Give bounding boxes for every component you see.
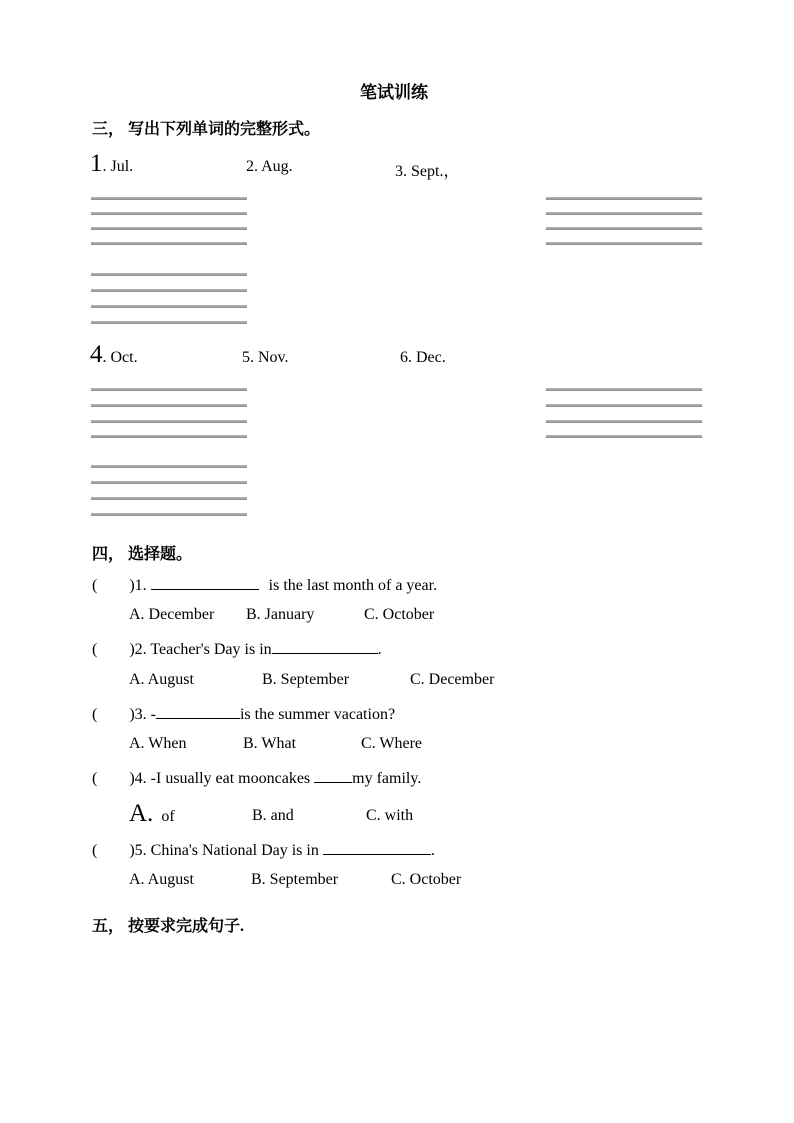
- option-4c[interactable]: C. with: [366, 807, 414, 824]
- answer-paren[interactable]: (: [92, 770, 98, 787]
- question-1: [92, 574, 437, 595]
- page-title: 笔试训练: [360, 83, 428, 102]
- word-abbrev: . Oct.: [102, 349, 138, 366]
- word-number: 1: [90, 150, 103, 177]
- option-letter: A.: [129, 800, 154, 827]
- question-4: [92, 767, 421, 788]
- option-text: of: [161, 808, 175, 825]
- option-2c[interactable]: C. December: [410, 671, 495, 688]
- word-item-3: 3. Sept.，: [395, 163, 460, 180]
- answer-blank[interactable]: [151, 574, 259, 590]
- word-item-1: [90, 150, 133, 178]
- option-5b[interactable]: B. September: [251, 871, 339, 888]
- answer-paren[interactable]: (: [92, 577, 98, 594]
- question-2: [92, 638, 382, 659]
- section-5-heading: 五， 按要求完成句子.: [92, 918, 245, 935]
- answer-blank[interactable]: [156, 703, 240, 719]
- word-item-6: 6. Dec.: [400, 349, 446, 366]
- word-item-4: [90, 341, 138, 369]
- question-text: )5. China's National Day is in: [129, 842, 323, 859]
- option-4b[interactable]: B. and: [252, 807, 294, 824]
- question-text: )1.: [129, 577, 151, 594]
- option-2b[interactable]: B. September: [262, 671, 350, 688]
- answer-paren[interactable]: (: [92, 641, 98, 658]
- question-text: is the last month of a year.: [264, 577, 438, 594]
- question-text: )3. -: [129, 706, 156, 723]
- option-3b[interactable]: B. What: [243, 735, 297, 752]
- answer-blank[interactable]: [314, 767, 352, 783]
- word-abbrev: . Jul.: [102, 158, 134, 175]
- option-5a[interactable]: A. August: [129, 871, 194, 888]
- question-text: is the summer vacation?: [239, 706, 396, 723]
- word-number: 4: [90, 341, 103, 368]
- question-text: .: [377, 641, 382, 658]
- word-item-2: 2. Aug.: [246, 158, 293, 175]
- section-3-heading: 三， 写出下列单词的完整形式。: [92, 121, 321, 138]
- option-1a[interactable]: A. December: [129, 606, 215, 623]
- question-text: .: [430, 842, 435, 859]
- option-1b[interactable]: B. January: [246, 606, 315, 623]
- option-3c[interactable]: C. Where: [361, 735, 423, 752]
- answer-paren[interactable]: (: [92, 706, 98, 723]
- option-4a[interactable]: [129, 800, 175, 828]
- question-text: my family.: [352, 770, 422, 787]
- question-5: [92, 839, 435, 860]
- option-1c[interactable]: C. October: [364, 606, 435, 623]
- option-2a[interactable]: A. August: [129, 671, 194, 688]
- question-text: )2. Teacher's Day is in: [129, 641, 272, 658]
- section-4-heading: 四， 选择题。: [92, 546, 193, 563]
- question-3: [92, 703, 395, 724]
- answer-blank[interactable]: [323, 839, 431, 855]
- question-text: )4. -I usually eat mooncakes: [129, 770, 315, 787]
- option-3a[interactable]: A. When: [129, 735, 187, 752]
- answer-blank[interactable]: [272, 638, 378, 654]
- word-item-5: 5. Nov.: [242, 349, 289, 366]
- option-5c[interactable]: C. October: [391, 871, 462, 888]
- answer-paren[interactable]: (: [92, 842, 98, 859]
